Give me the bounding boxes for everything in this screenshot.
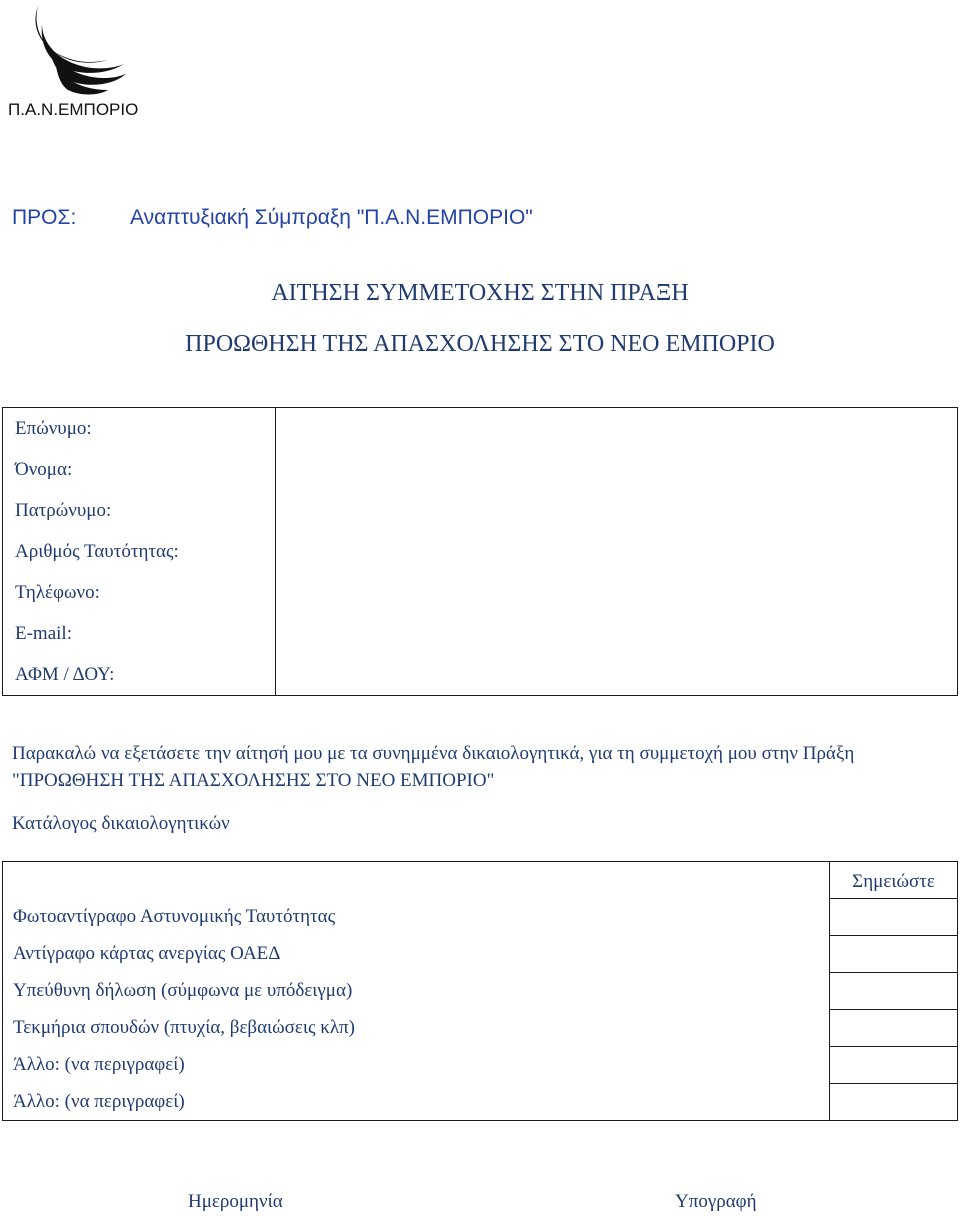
- field-label-email: E-mail:: [15, 623, 72, 644]
- document-item: Υπεύθυνη δήλωση (σύμφωνα με υπόδειγμα): [13, 980, 353, 1001]
- field-label-phone: Τηλέφωνο:: [15, 582, 100, 603]
- document-title: ΑΙΤΗΣΗ ΣΥΜΜΕΤΟΧΗΣ ΣΤΗΝ ΠΡΑΞΗ: [271, 280, 689, 306]
- field-label-id-number: Αριθμός Ταυτότητας:: [15, 541, 179, 562]
- document-item: Άλλο: (να περιγραφεί): [13, 1054, 185, 1075]
- applicant-field-labels: [3, 408, 276, 696]
- signature-label: Υπογραφή: [675, 1191, 757, 1212]
- documents-table: [2, 861, 958, 1121]
- recipient-line: [12, 206, 533, 230]
- note-checkbox[interactable]: [830, 973, 957, 1010]
- field-label-fathers-name: Πατρώνυμο:: [15, 500, 112, 521]
- note-checkbox[interactable]: [830, 1047, 957, 1084]
- documents-list-cell: [3, 862, 830, 1121]
- recipient-value: Αναπτυξιακή Σύμπραξη "Π.Α.Ν.ΕΜΠΟΡΙΟ": [130, 206, 533, 229]
- note-checkbox[interactable]: [830, 936, 957, 973]
- applicant-info-table: [2, 407, 958, 696]
- note-checkbox[interactable]: [830, 899, 957, 936]
- logo-text: Π.Α.Ν.ΕΜΠΟΡΙΟ: [8, 100, 139, 119]
- documents-notes-cell: [830, 862, 958, 1121]
- field-label-tax-id: ΑΦΜ / ΔΟΥ:: [15, 664, 115, 685]
- field-label-first-name: Όνομα:: [15, 459, 73, 480]
- document-subtitle: ΠΡΟΩΘΗΣΗ ΤΗΣ ΑΠΑΣΧΟΛΗΣΗΣ ΣΤΟ ΝΕΟ ΕΜΠΟΡΙΟ: [185, 331, 775, 357]
- feather-swirl-icon: [8, 2, 132, 102]
- notes-column-header: Σημειώστε: [830, 862, 957, 899]
- document-item: Τεκμήρια σπουδών (πτυχία, βεβαιώσεις κλπ): [13, 1017, 355, 1038]
- note-checkbox[interactable]: [830, 1084, 957, 1120]
- documents-list-spacer: [3, 862, 829, 898]
- document-item: Αντίγραφο κάρτας ανεργίας ΟΑΕΔ: [13, 943, 281, 964]
- applicant-field-values[interactable]: [276, 408, 958, 696]
- document-item: Άλλο: (να περιγραφεί): [13, 1091, 185, 1112]
- field-label-surname: Επώνυμο:: [15, 418, 92, 439]
- organization-logo: [8, 2, 139, 122]
- document-item: Φωτοαντίγραφο Αστυνομικής Ταυτότητας: [13, 906, 336, 927]
- request-paragraph: Παρακαλώ να εξετάσετε την αίτησή μου με τα συνημμένα δικαιολογητικά, για τη συμμετοχή μου στην Πράξη "ΠΡΟΩΘΗΣΗ ΤΗΣ ΑΠΑΣΧΟΛΗΣΗΣ ΣΤΟ ΝΕΟ ΕΜΠΟΡΙΟ": [12, 743, 855, 791]
- documents-heading: Κατάλογος δικαιολογητικών: [12, 813, 230, 834]
- date-label: Ημερομηνία: [188, 1191, 283, 1212]
- note-checkbox[interactable]: [830, 1010, 957, 1047]
- recipient-label: ΠΡΟΣ:: [12, 206, 77, 229]
